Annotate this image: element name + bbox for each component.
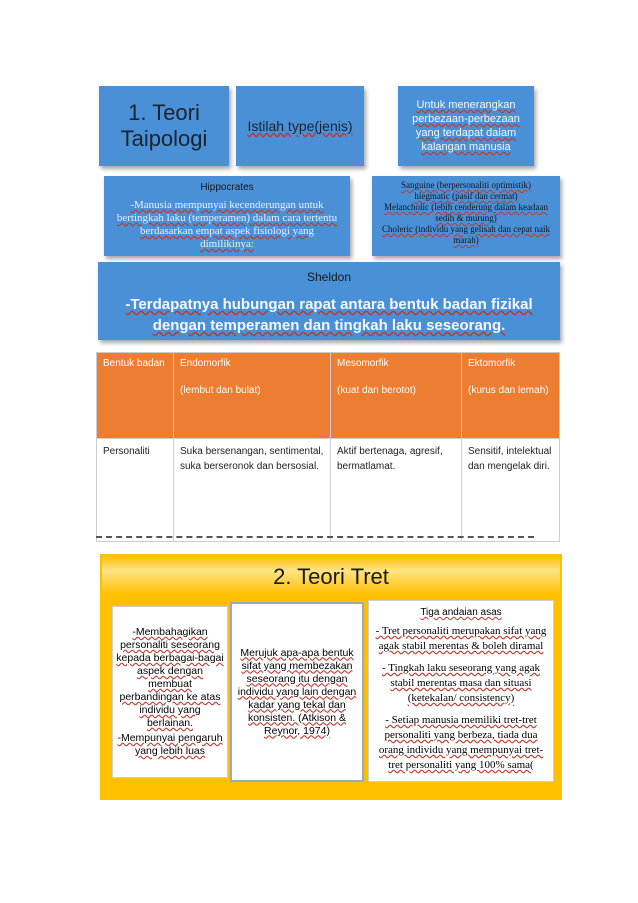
sheldon-text: -Terdapatnya hubungan rapat antara bentuk badan fizikal dengan temperamen dan tingkah laku seseorang. [125, 296, 533, 334]
header-label: Ektomorfik [468, 358, 516, 369]
tujuan-text: Untuk menerangkan perbezaan-perbezaan yang terdapat dalam kalangan manusia [412, 99, 520, 153]
istilah-box [236, 86, 364, 166]
header-sub: (kurus dan lemah) [468, 385, 549, 396]
table-row [97, 439, 560, 542]
temperamen-item: Sanguine (berpersonaliti optimistik) [401, 180, 531, 190]
table-cell: Sensitif, intelektual dan mengelak diri. [462, 439, 560, 542]
body-type-table [96, 352, 560, 542]
tret-assumption-item: - Setiap manusia memiliki tret-tret personaliti yang berbeza, tiada dua orang individu yang mempunyai tret-tret personaliti yang 100% sama( [378, 714, 544, 771]
teori-taipologi-title-box [99, 86, 229, 166]
tujuan-box [398, 86, 534, 166]
table-header-row [97, 353, 560, 439]
istilah-text: Istilah type(jenis) [247, 118, 353, 134]
table-cell: Suka bersenangan, sentimental, suka berseronok dan bersosial. [174, 439, 331, 542]
tret-influence-text: -Mempunyai pengaruh yang lebih luas [117, 732, 223, 757]
hippocrates-box [104, 176, 350, 256]
header-sub: (kuat dan berotot) [337, 385, 416, 396]
temperamen-item: Choleric (individu yang gelisah dan cepat naik marah) [382, 224, 550, 245]
header-cell [174, 353, 331, 439]
header-label: Bentuk badan [103, 358, 165, 369]
temperamen-item: Melancholic (lebih cenderung dalam keadaan sedih & murung) [384, 202, 548, 223]
hippocrates-title: Hippocrates [200, 182, 254, 193]
tret-assumption-item: - Tingkah laku seseorang yang agak stabil merentas masa dan situasi (ketekalan/ consistency) [382, 662, 540, 704]
tret-definition-column [230, 602, 364, 782]
tret-assumption-item: - Tret personaliti merupakan sifat yang agak stabil merentas & boleh diramal [375, 625, 547, 652]
temperamen-box [372, 176, 560, 256]
header-cell [462, 353, 560, 439]
tret-assumptions-column [368, 600, 554, 782]
teori-tret-title: 2. Teori Tret [273, 564, 389, 589]
teori-tret-panel [100, 554, 562, 800]
header-label: Mesomorfik [337, 358, 389, 369]
header-cell [97, 353, 174, 439]
sheldon-title: Sheldon [306, 270, 352, 284]
dashed-divider [96, 536, 534, 538]
teori-taipologi-title: 1. Teori Taipologi [120, 100, 208, 151]
hippocrates-text: -Manusia mempunyai kecenderungan untuk bertingkah laku (temperamen) dalam cara tertentu berdasarkan empat aspek fisiologi yang dimilikinya: [116, 199, 338, 250]
tret-definition-text: Merujuk apa-apa bentuk sifat yang membezakan seseorang itu dengan individu yang lain dengan kadar yang tekal dan konsisten. (Atkison & Reynor, 1974) [237, 646, 357, 737]
header-label: Endomorfik [180, 358, 231, 369]
sheldon-box [98, 262, 560, 340]
temperamen-item: hlegmatic (pasif dan cermat) [414, 191, 518, 201]
tret-description-column [112, 606, 228, 778]
header-sub: (lembut dan bulat) [180, 385, 261, 396]
tret-description-text: -Membahagikan personaliti seseorang kepada berbagai-bagai aspek dengan membuat perbandingan ke atas individu yang berlainan. [116, 626, 224, 729]
table-cell: Aktif bertenaga, agresif, bermatlamat. [331, 439, 462, 542]
tret-assumptions-title: Tiga andaian asas [420, 607, 502, 618]
table-cell: Personaliti [97, 439, 174, 542]
header-cell [331, 353, 462, 439]
